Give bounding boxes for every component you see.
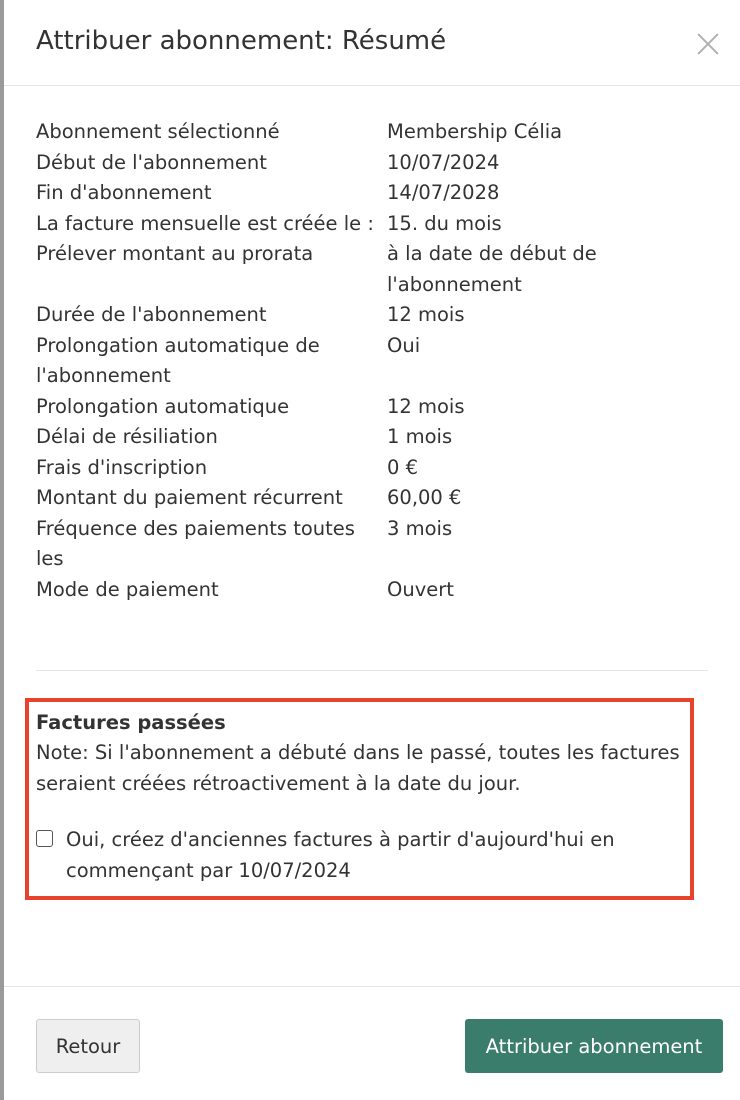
summary-value: 15. du mois <box>387 211 502 235</box>
summary-row <box>36 331 708 392</box>
summary-row <box>36 453 708 484</box>
background-overlay-edge <box>0 0 4 1100</box>
summary-label: Fin d'abonnement <box>36 181 212 204</box>
summary-label: Prolongation automatique <box>36 394 290 418</box>
summary-label: Prolongation automatique de l'abonnement <box>36 333 320 387</box>
summary-value: 12 mois <box>387 303 465 326</box>
close-icon[interactable] <box>694 30 722 58</box>
summary-row <box>36 422 708 453</box>
summary-value: 10/07/2024 <box>387 150 500 174</box>
summary-label: Mode de paiement <box>36 577 219 601</box>
dialog-header <box>4 0 740 86</box>
summary-label: Abonnement sélectionné <box>36 120 280 143</box>
summary-value: Membership Célia <box>387 120 563 143</box>
summary-label: Prélever montant au prorata <box>36 242 314 265</box>
past-invoices-checkbox-label[interactable]: Oui, créez d'anciennes factures à partir d'aujourd'hui en commençant par 10/07/2024 <box>66 828 615 882</box>
summary-row <box>36 392 708 423</box>
summary-label: Délai de résiliation <box>36 425 218 448</box>
summary-label: Durée de l'abonnement <box>36 303 267 326</box>
summary-row <box>36 514 708 575</box>
summary-row <box>36 239 708 300</box>
summary-label: Montant du paiement récurrent <box>36 486 343 509</box>
summary-row <box>36 117 708 148</box>
summary-row <box>36 148 708 179</box>
summary-label: Frais d'inscription <box>36 455 208 479</box>
summary-label: Début de l'abonnement <box>36 150 267 174</box>
summary-value: 14/07/2028 <box>387 181 500 204</box>
summary-value: Oui <box>387 333 421 357</box>
section-divider <box>36 670 708 671</box>
dialog-title: Attribuer abonnement: Résumé <box>36 26 447 56</box>
summary-row <box>36 483 708 514</box>
summary-value: 60,00 € <box>387 486 462 509</box>
summary-label: La facture mensuelle est créée le : <box>36 211 374 235</box>
past-invoices-note: Note: Si l'abonnement a débuté dans le passé, toutes les factures seraient créées rétroactivement à la date du jour. <box>36 741 680 795</box>
summary-value: 12 mois <box>387 394 465 418</box>
subscription-summary <box>36 117 708 605</box>
summary-row <box>36 178 708 209</box>
summary-row <box>36 300 708 331</box>
summary-value: Ouvert <box>387 577 454 601</box>
summary-value: à la date de début de l'abonnement <box>387 242 597 296</box>
summary-row <box>36 209 708 240</box>
summary-value: 1 mois <box>387 425 453 448</box>
summary-row <box>36 575 708 606</box>
past-invoices-title: Factures passées <box>36 711 226 734</box>
summary-value: 0 € <box>387 455 419 479</box>
assign-subscription-button[interactable]: Attribuer abonnement <box>465 1019 723 1073</box>
past-invoices-checkbox[interactable] <box>36 830 53 847</box>
summary-value: 3 mois <box>387 516 453 540</box>
summary-label: Fréquence des paiements toutes les <box>36 516 355 570</box>
back-button[interactable]: Retour <box>36 1019 140 1073</box>
